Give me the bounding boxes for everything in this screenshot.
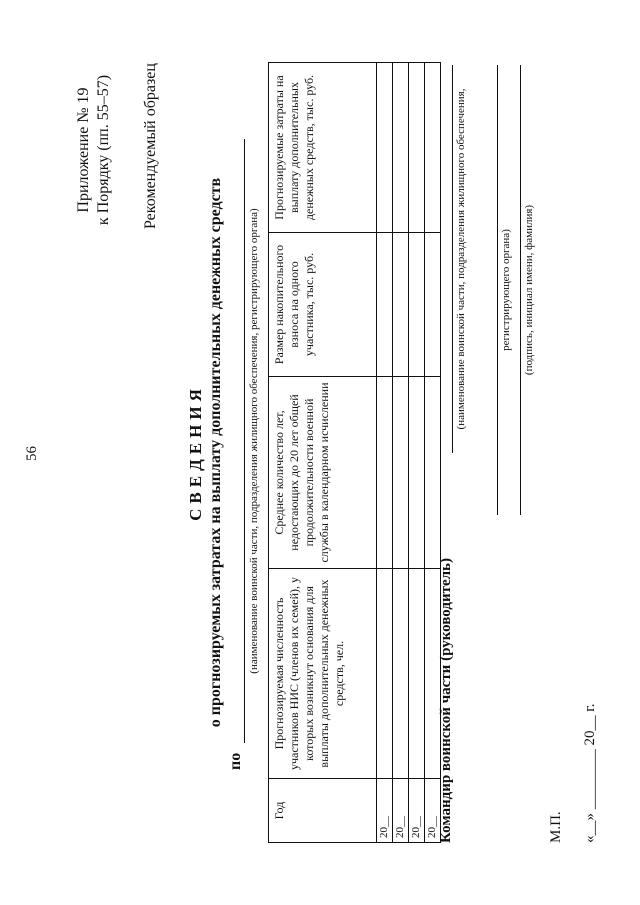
table-row [393, 63, 409, 843]
table-cell [377, 569, 393, 779]
header-year: Год [269, 779, 377, 843]
signature-line-name [520, 65, 521, 515]
signature-line-authority [497, 65, 498, 515]
table-cell [409, 569, 425, 779]
po-caption: (наименование воинской части, подразделения жилищного обеспечения, регистрирующего органа) [248, 208, 260, 674]
stamp-label: М.П. [548, 811, 564, 843]
document-title: СВЕДЕНИЯ [186, 384, 205, 521]
appendix-line2: к Порядку (пп. 55–57) [95, 74, 112, 226]
table-cell [409, 63, 425, 233]
header-forecast-costs: Прогнозируемые затраты на выплату дополнительных денежных средств, тыс. руб. [269, 63, 377, 233]
table-cell [377, 63, 393, 233]
table-header-row [269, 63, 377, 843]
table-row [409, 63, 425, 843]
table-cell [393, 233, 409, 377]
po-prefix: по [227, 752, 244, 770]
table-cell [377, 377, 393, 569]
table-cell [409, 233, 425, 377]
forecast-table [268, 62, 441, 843]
table-cell [425, 63, 441, 233]
year-cell: 20__ [425, 779, 441, 843]
table-cell [425, 377, 441, 569]
header-missing-years: Среднее количество лет, недостающих до 20 лет общей продолжительности военной службы в календарном исчислении [269, 377, 377, 569]
commander-label: Командир воинской части (руководитель) [438, 558, 454, 843]
page-number: 56 [24, 446, 40, 461]
date-line: «__» ________ 20__ г. [582, 703, 598, 843]
signature-line-unit [452, 65, 453, 453]
appendix-line1: Приложение № 19 [75, 87, 92, 213]
year-cell: 20__ [377, 779, 393, 843]
signature-caption-name: (подпись, инициал имени, фамилия) [523, 204, 535, 376]
signature-caption-unit: (наименование воинской части, подразделения жилищного обеспечения, [455, 88, 467, 430]
table-cell [393, 63, 409, 233]
document-subtitle: о прогнозируемых затратах на выплату дополнительных денежных средств [207, 177, 224, 728]
year-cell: 20__ [409, 779, 425, 843]
year-cell: 20__ [393, 779, 409, 843]
table-cell [409, 377, 425, 569]
table-cell [393, 569, 409, 779]
table-row [377, 63, 393, 843]
table-cell [393, 377, 409, 569]
header-participants: Прогнозируемая численность участников НИС (членов их семей), у которых возникнут основания для выплаты дополнительных денежных средств, чел. [269, 569, 377, 779]
appendix-reference [74, 50, 114, 250]
sample-label: Рекомендуемый образец [142, 63, 159, 229]
header-contribution: Размер накопительного взноса на одного участника, тыс. руб. [269, 233, 377, 377]
table-cell [377, 233, 393, 377]
signature-caption-authority: регистрирующего органа) [500, 229, 512, 351]
po-fill-line [244, 139, 245, 743]
table-cell [425, 233, 441, 377]
